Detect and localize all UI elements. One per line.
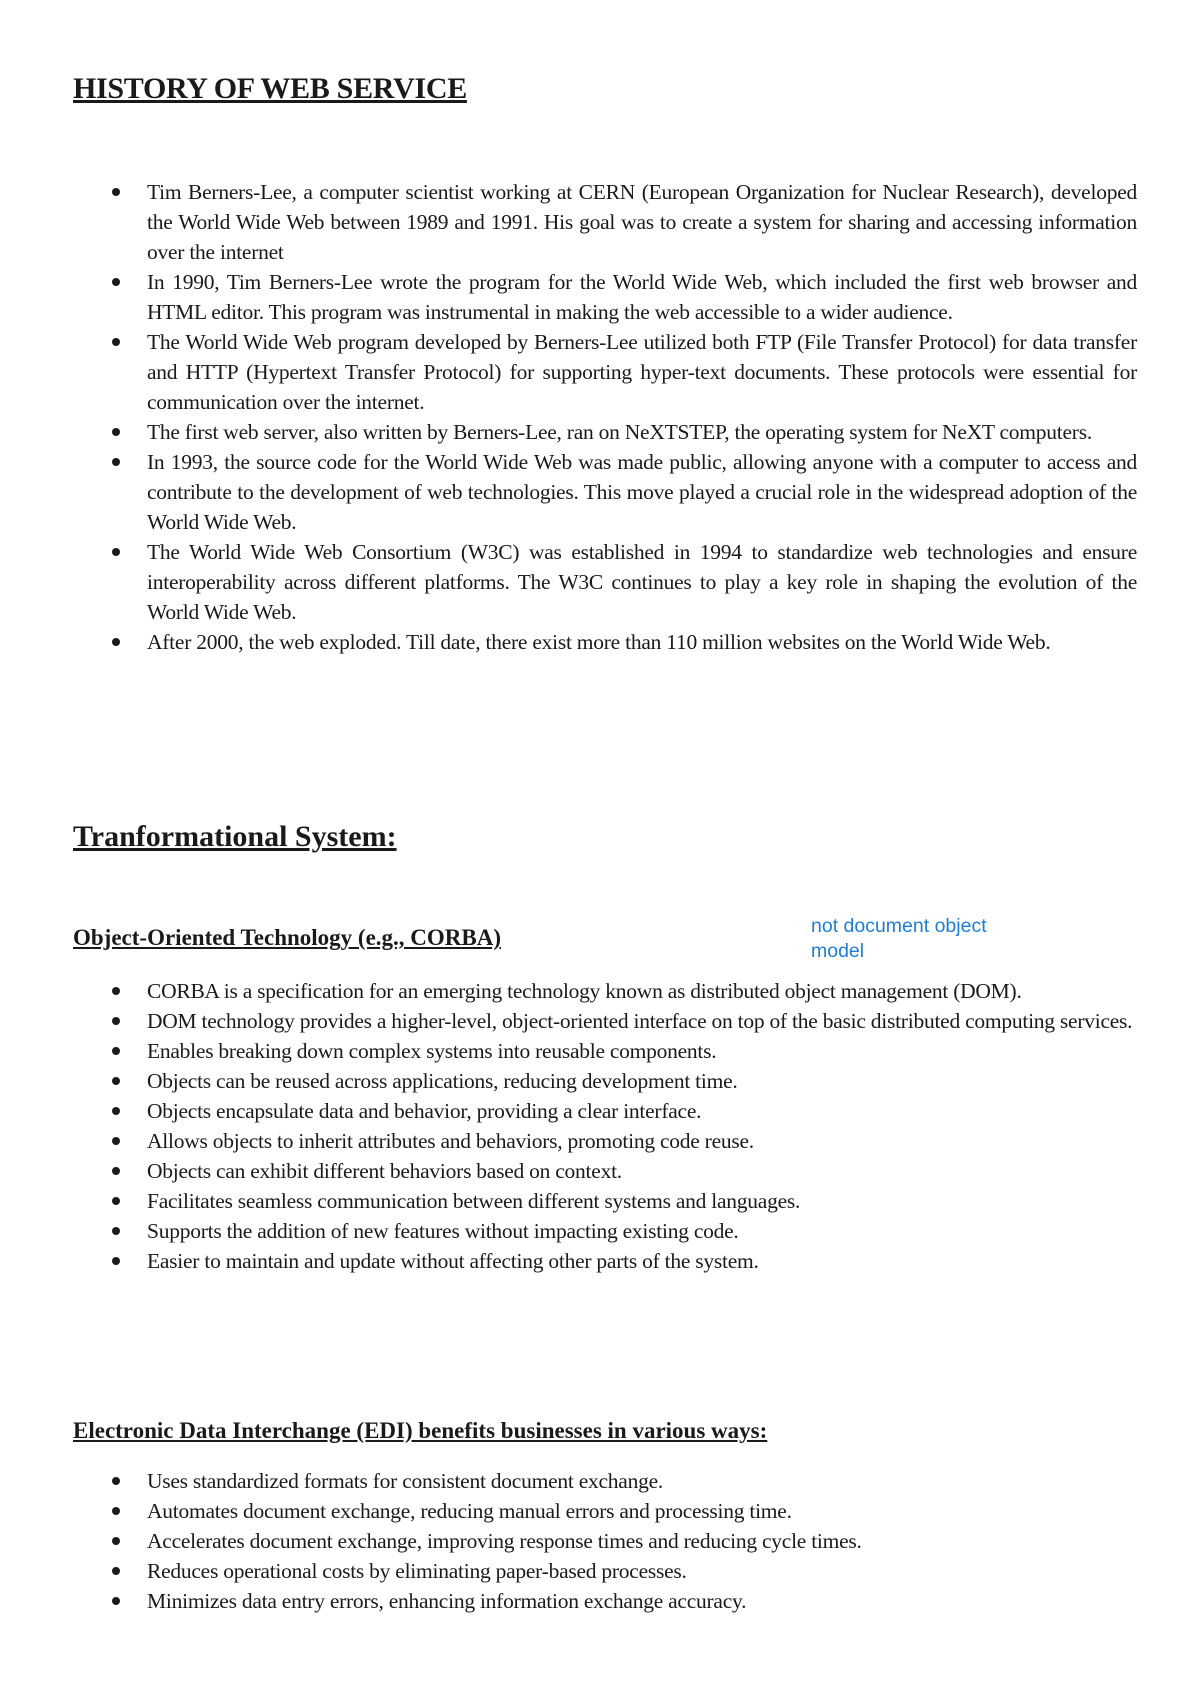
list-item	[107, 1216, 1137, 1246]
list-item	[107, 627, 1137, 657]
list-item	[107, 1006, 1137, 1036]
list-item-text: Objects can be reused across applications, reducing development time.	[147, 1069, 738, 1093]
bullet-icon	[112, 1597, 120, 1605]
list-item-text: Allows objects to inherit attributes and behaviors, promoting code reuse.	[147, 1129, 754, 1153]
list-item	[107, 417, 1137, 447]
list-item-text: Enables breaking down complex systems into reusable components.	[147, 1039, 717, 1063]
list-item	[107, 976, 1137, 1006]
list-item-text: Accelerates document exchange, improving response times and reducing cycle times.	[147, 1529, 862, 1553]
list-item-text: The World Wide Web program developed by Berners-Lee utilized both FTP (File Transfer Protocol) for data transfer and HTTP (Hypertext Transfer Protocol) for supporting hyper-text documents. These protocols were essential for communication over the internet.	[147, 330, 1137, 414]
bullet-icon	[112, 1047, 120, 1055]
list-item	[107, 327, 1137, 417]
list-item-text: Automates document exchange, reducing manual errors and processing time.	[147, 1499, 792, 1523]
list-item	[107, 1036, 1137, 1066]
list-item	[107, 177, 1137, 267]
bullet-icon	[112, 1167, 120, 1175]
bullet-icon	[112, 338, 120, 346]
list-item-text: In 1990, Tim Berners-Lee wrote the program for the World Wide Web, which included the first web browser and HTML editor. This program was instrumental in making the web accessible to a wider audience.	[147, 270, 1137, 324]
bullet-icon	[112, 1507, 120, 1515]
list-item-text: Objects can exhibit different behaviors based on context.	[147, 1159, 622, 1183]
section-heading: Tranformational System:	[73, 820, 397, 853]
oo-list	[107, 976, 1137, 1276]
bullet-icon	[112, 1137, 120, 1145]
list-item-text: Uses standardized formats for consistent document exchange.	[147, 1469, 664, 1493]
list-item	[107, 1586, 1137, 1616]
list-item-text: The first web server, also written by Berners-Lee, ran on NeXTSTEP, the operating system for NeXT computers.	[147, 420, 1092, 444]
bullet-icon	[112, 1077, 120, 1085]
bullet-icon	[112, 1197, 120, 1205]
bullet-icon	[112, 638, 120, 646]
bullet-icon	[112, 1017, 120, 1025]
list-item	[107, 1096, 1137, 1126]
bullet-icon	[112, 278, 120, 286]
list-item-text: Facilitates seamless communication between different systems and languages.	[147, 1189, 801, 1213]
list-item	[107, 1186, 1137, 1216]
bullet-icon	[112, 1257, 120, 1265]
list-item-text: In 1993, the source code for the World Wide Web was made public, allowing anyone with a computer to access and contribute to the development of web technologies. This move played a crucial role in the widespread adoption of the World Wide Web.	[147, 450, 1137, 534]
bullet-icon	[112, 188, 120, 196]
list-item	[107, 1526, 1137, 1556]
bullet-icon	[112, 1107, 120, 1115]
history-list	[107, 177, 1137, 657]
list-item	[107, 1466, 1137, 1496]
bullet-icon	[112, 548, 120, 556]
margin-annotation: not document object model	[811, 915, 987, 962]
list-item-text: Objects encapsulate data and behavior, providing a clear interface.	[147, 1099, 702, 1123]
list-item-text: Easier to maintain and update without affecting other parts of the system.	[147, 1249, 759, 1273]
list-item-text: Supports the addition of new features without impacting existing code.	[147, 1219, 739, 1243]
bullet-icon	[112, 987, 120, 995]
list-item-text: The World Wide Web Consortium (W3C) was established in 1994 to standardize web technologies and ensure interoperability across different platforms. The W3C continues to play a key role in shaping the evolution of the World Wide Web.	[147, 540, 1137, 624]
bullet-icon	[112, 1537, 120, 1545]
list-item	[107, 1126, 1137, 1156]
oo-heading: Object-Oriented Technology (e.g., CORBA)	[73, 925, 502, 950]
list-item-text: After 2000, the web exploded. Till date, there exist more than 110 million websites on the World Wide Web.	[147, 630, 1051, 654]
page-title: HISTORY OF WEB SERVICE	[73, 72, 467, 105]
edi-list	[107, 1466, 1137, 1616]
list-item-text: Reduces operational costs by eliminating paper-based processes.	[147, 1559, 687, 1583]
list-item	[107, 447, 1137, 537]
bullet-icon	[112, 1567, 120, 1575]
list-item-text: DOM technology provides a higher-level, object-oriented interface on top of the basic distributed computing services.	[147, 1009, 1133, 1033]
bullet-icon	[112, 458, 120, 466]
list-item	[107, 537, 1137, 627]
list-item	[107, 1496, 1137, 1526]
list-item-text: CORBA is a specification for an emerging technology known as distributed object management (DOM).	[147, 979, 1022, 1003]
bullet-icon	[112, 1477, 120, 1485]
list-item	[107, 1556, 1137, 1586]
list-item-text: Minimizes data entry errors, enhancing information exchange accuracy.	[147, 1589, 747, 1613]
bullet-icon	[112, 1227, 120, 1235]
list-item	[107, 1066, 1137, 1096]
edi-heading: Electronic Data Interchange (EDI) benefits businesses in various ways:	[73, 1418, 768, 1443]
list-item-text: Tim Berners-Lee, a computer scientist working at CERN (European Organization for Nuclear Research), developed the World Wide Web between 1989 and 1991. His goal was to create a system for sharing and accessing information over the internet	[147, 180, 1137, 264]
bullet-icon	[112, 428, 120, 436]
list-item	[107, 1246, 1137, 1276]
list-item	[107, 267, 1137, 327]
list-item	[107, 1156, 1137, 1186]
